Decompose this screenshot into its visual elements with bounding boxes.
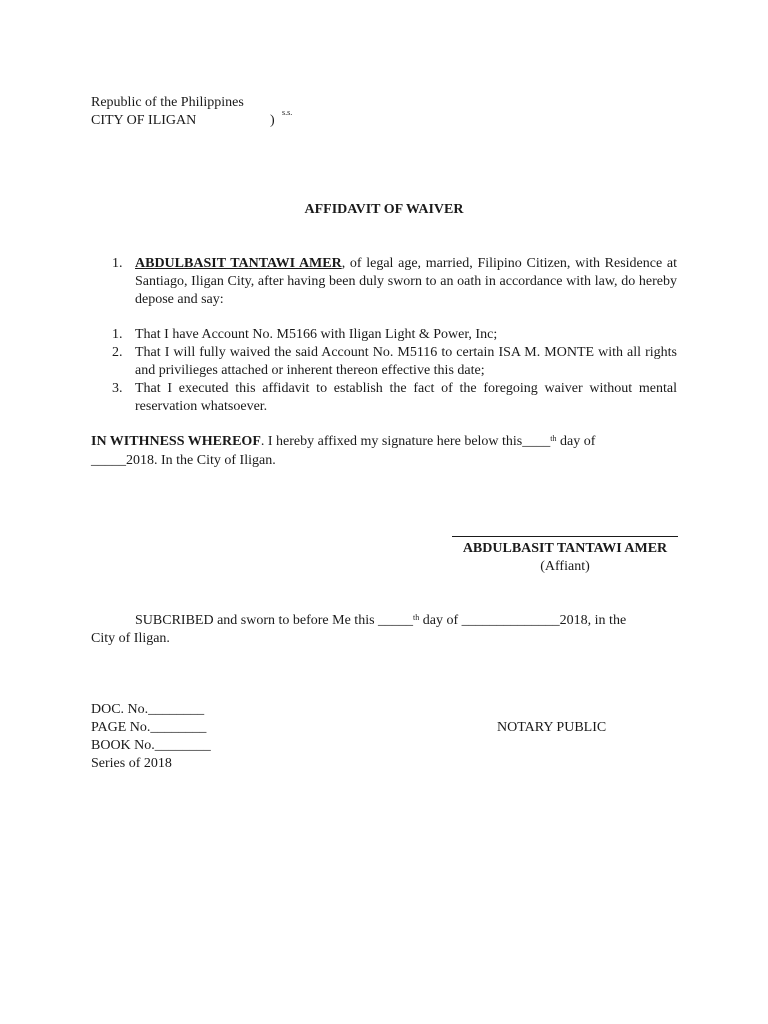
statement-number: 3. [112,381,123,396]
subscribed-line-2: City of Iligan. [91,631,170,646]
city-line: CITY OF ILIGAN [91,113,197,128]
venue-paren: ) [270,113,275,128]
statement-text: That I executed this affidavit to establish the fact of the foregoing waiver without mental reservation whatsoever. [135,381,677,414]
witness-line-2 [91,452,276,470]
ss-mark: s.s. [282,108,293,117]
statement-text: That I will fully waived the said Account No. M5116 to certain ISA M. MONTE with all rights and privilieges attached or inherent thereon effective this date; [135,345,677,378]
witness-month-blank: _____ [91,453,126,468]
statement-number: 2. [112,345,123,360]
series-year: Series of 2018 [91,756,172,771]
subscribed-month-blank: ______________ [461,613,560,628]
intro-number: 1. [112,256,123,271]
statement-number: 1. [112,327,123,342]
witness-text-1: . I hereby affixed my signature here below this [260,434,523,449]
page-number: PAGE No.________ [91,720,207,735]
subscribed-ordinal: th [413,613,420,622]
subscribed-text-2: day of [419,613,462,628]
statement-text: That I have Account No. M5166 with Iligan Light & Power, Inc; [135,327,498,342]
subscribed-text-1: SUBCRIBED and sworn to before Me this [135,613,379,628]
notary-public-label: NOTARY PUBLIC [497,720,607,735]
signature-line [452,536,678,537]
affiant-name: ABDULBASIT TANTAWI AMER [462,541,668,556]
witness-text-2: day of [556,434,596,449]
subscribed-text-3: 2018, in the [559,613,627,628]
witness-text-3: 2018. In the City of Iligan. [126,453,276,468]
intro-paragraph [135,255,677,309]
book-number: BOOK No.________ [91,738,211,753]
affiant-name-inline: ABDULBASIT TANTAWI AMER [135,256,342,271]
witness-line-1 [91,433,595,451]
subscribed-day-blank: _____ [378,613,414,628]
republic-line: Republic of the Philippines [91,95,244,110]
witness-lead: IN WITHNESS WHEREOF [91,434,261,449]
affiant-label: (Affiant) [540,559,590,574]
intro-text: , of legal age, married, Filipino Citizen, with Residence at Santiago, Iligan City, after having been duly sworn to an oath in accordance with law, do hereby depose and say: [135,256,677,307]
subscribed-line-1 [135,612,626,630]
witness-ordinal: th [550,434,557,443]
doc-number: DOC. No.________ [91,702,205,717]
witness-day-blank: ____ [522,434,551,449]
document-title: AFFIDAVIT OF WAIVER [304,202,464,217]
